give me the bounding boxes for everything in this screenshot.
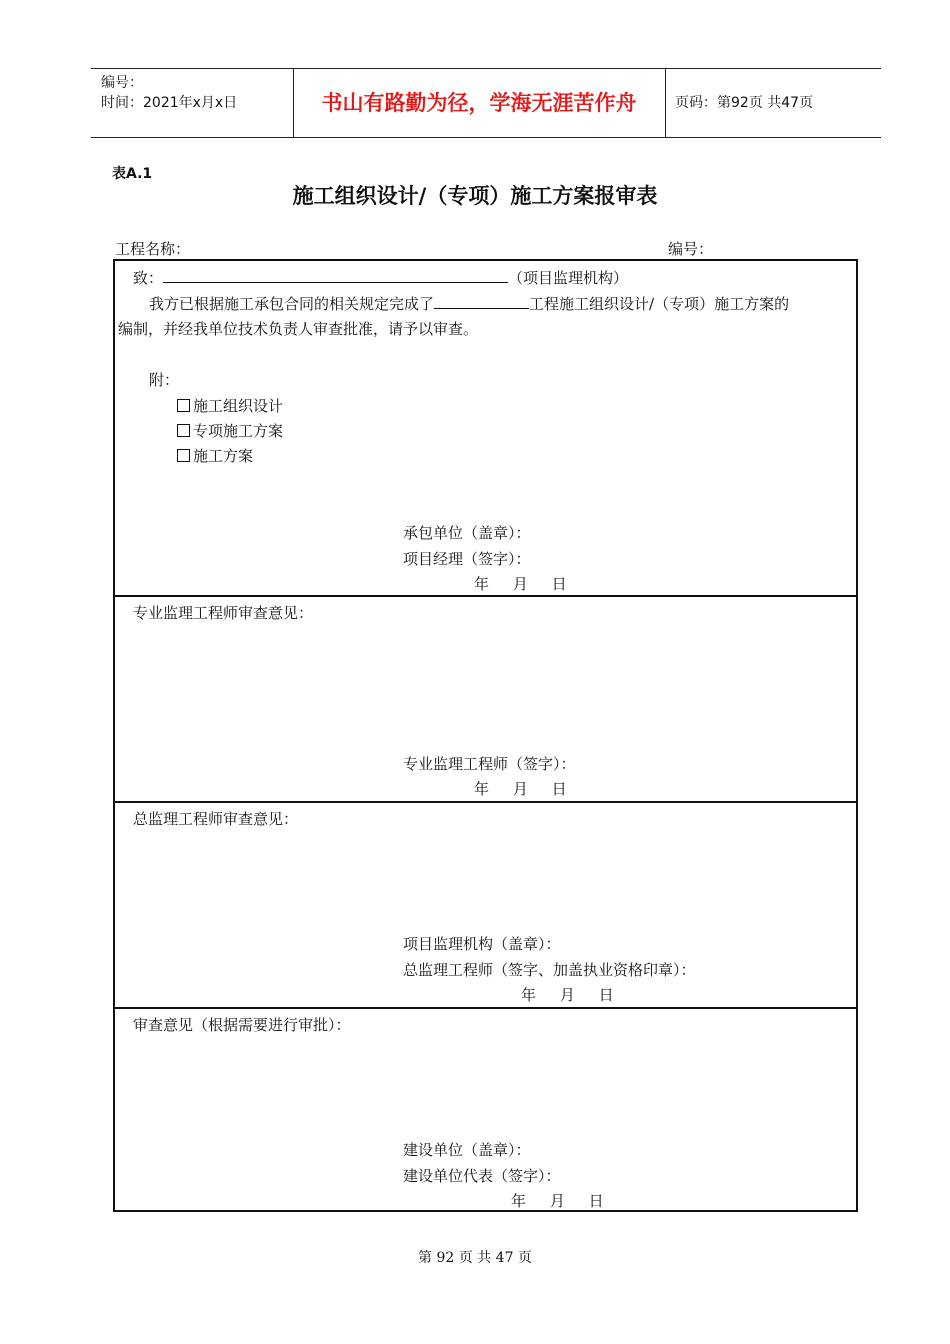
body-line-1b: 工程施工组织设计/（专项）施工方案的 bbox=[529, 295, 790, 313]
attach-label: 附： bbox=[149, 371, 180, 389]
chief-review-heading: 总监理工程师审查意见： bbox=[133, 810, 299, 828]
project-manager-sign-label: 项目经理（签字）： bbox=[403, 550, 531, 568]
section-engineer-review bbox=[115, 595, 856, 803]
option-special-plan[interactable] bbox=[177, 420, 283, 441]
number-label: 编号： bbox=[101, 75, 143, 91]
section-chief-review bbox=[115, 801, 856, 1009]
to-suffix: （项目监理机构） bbox=[508, 269, 629, 287]
serial-label: 编号： bbox=[668, 240, 714, 258]
owner-review-heading: 审查意见（根据需要进行审批）： bbox=[133, 1016, 351, 1034]
section-owner-review bbox=[115, 1007, 856, 1210]
header-left bbox=[101, 73, 237, 113]
date-label: 年 月 日 bbox=[521, 986, 614, 1004]
review-form bbox=[113, 259, 858, 1212]
checkbox[interactable] bbox=[177, 424, 190, 437]
body-line-2: 编制，并经我单位技术负责人审查批准，请予以审查。 bbox=[118, 320, 479, 338]
option-label: 施工方案 bbox=[193, 447, 254, 465]
engineer-review-heading: 专业监理工程师审查意见： bbox=[133, 604, 314, 622]
to-blank[interactable] bbox=[163, 268, 508, 283]
page-footer: 第 92 页 共 47 页 bbox=[418, 1250, 532, 1266]
header-divider bbox=[665, 69, 666, 137]
contractor-seal-label: 承包单位（盖章）： bbox=[403, 524, 531, 542]
owner-seal-label: 建设单位（盖章）： bbox=[403, 1141, 531, 1159]
project-blank[interactable] bbox=[434, 294, 529, 309]
to-line bbox=[133, 267, 628, 288]
checkbox[interactable] bbox=[177, 449, 190, 462]
section-submission bbox=[115, 261, 856, 597]
form-tag: 表A.1 bbox=[112, 166, 153, 182]
option-label: 施工组织设计 bbox=[193, 397, 284, 415]
body-line-1a: 我方已根据施工承包合同的相关规定完成了 bbox=[149, 295, 435, 313]
motto: 书山有路勤为径，学海无涯苦作舟 bbox=[321, 91, 637, 115]
date-label: 年 月 日 bbox=[511, 1192, 604, 1210]
to-label: 致： bbox=[133, 269, 164, 287]
form-title: 施工组织设计/（专项）施工方案报审表 bbox=[292, 183, 658, 208]
chief-sign-label: 总监理工程师（签字、加盖执业资格印章）： bbox=[403, 961, 696, 979]
page-header bbox=[91, 68, 881, 138]
checkbox[interactable] bbox=[177, 399, 190, 412]
engineer-sign-label: 专业监理工程师（签字）： bbox=[403, 755, 576, 773]
body-line-1 bbox=[149, 293, 789, 314]
project-name-label: 工程名称： bbox=[115, 240, 191, 258]
page-info: 页码：第92页 共47页 bbox=[675, 95, 814, 111]
date-label: 年 月 日 bbox=[474, 575, 567, 593]
option-construction-design[interactable] bbox=[177, 395, 283, 416]
owner-rep-sign-label: 建设单位代表（签字）： bbox=[403, 1167, 561, 1185]
time-label: 时间：2021年x月x日 bbox=[101, 95, 238, 111]
supervision-seal-label: 项目监理机构（盖章）： bbox=[403, 935, 561, 953]
option-label: 专项施工方案 bbox=[193, 422, 284, 440]
date-label: 年 月 日 bbox=[474, 780, 567, 798]
option-construction-plan[interactable] bbox=[177, 445, 253, 466]
